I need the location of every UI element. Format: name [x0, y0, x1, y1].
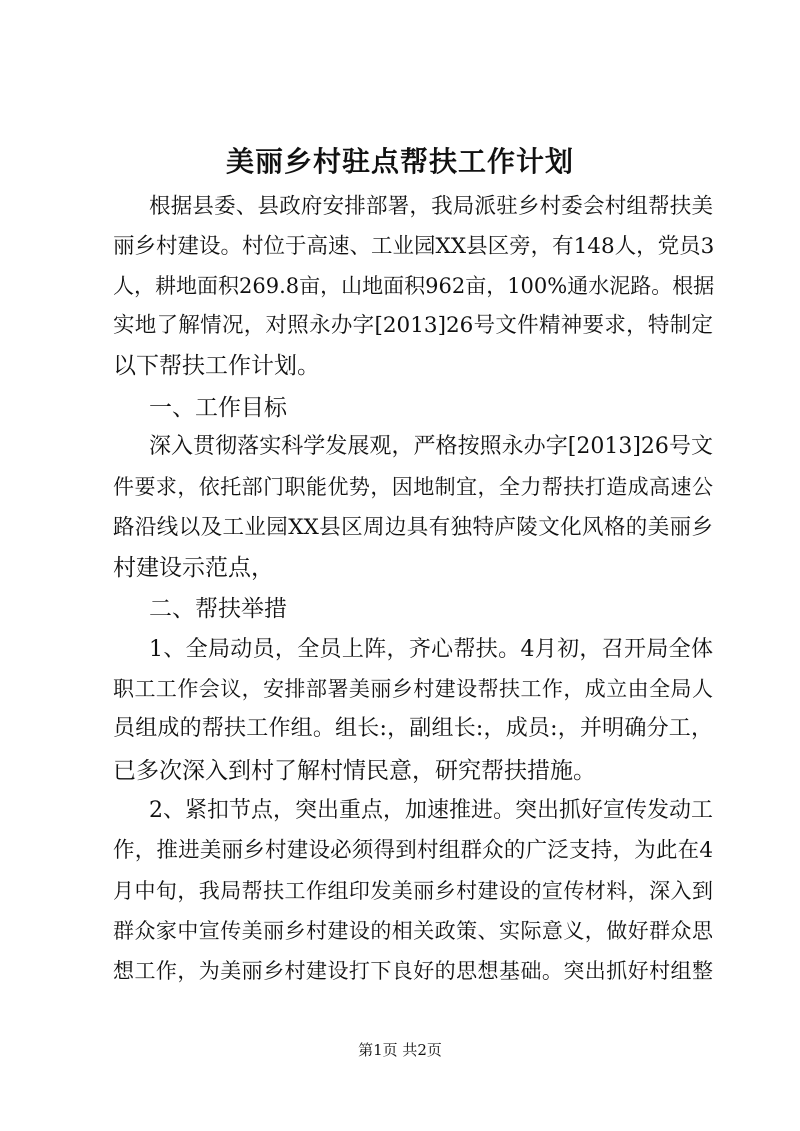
paragraph-line: 员组成的帮扶工作组。组长:，副组长:，成员:，并明确分工， [113, 716, 713, 741]
paragraph-line: 已多次深入到村了解村情民意，研究帮扶措施。 [113, 758, 596, 784]
paragraph-line: 作，推进美丽乡村建设必须得到村组群众的广泛支持，为此在4 [113, 838, 713, 863]
paragraph-line: 1、全局动员，全员上阵，齐心帮扶。4月初，召开局全体 [149, 637, 713, 662]
paragraph-line: 月中旬，我局帮扶工作组印发美丽乡村建设的宣传材料，深入到 [113, 879, 713, 903]
section-heading: 一、工作目标 [149, 395, 287, 421]
paragraph-line: 想工作，为美丽乡村建设打下良好的思想基础。突出抓好村组整 [113, 959, 713, 983]
document-title: 美丽乡村驻点帮扶工作计划 [225, 145, 574, 178]
paragraph-line: 2、紧扣节点，突出重点，加速推进。突出抓好宣传发动工 [149, 798, 713, 823]
paragraph-line: 丽乡村建设。村位于高速、工业园XX县区旁，有148人，党员3 [113, 234, 715, 259]
paragraph-line: 群众家中宣传美丽乡村建设的相关政策、实际意义，做好群众思 [113, 919, 713, 943]
paragraph-line: 村建设示范点， [113, 555, 274, 581]
paragraph-line: 职工工作会议，安排部署美丽乡村建设帮扶工作，成立由全局人 [113, 677, 713, 701]
paragraph-line: 件要求，依托部门职能优势，因地制宜，全力帮扶打造成高速公 [113, 475, 713, 499]
paragraph-line: 深入贯彻落实科学发展观，严格按照永办字[2013]26号文 [149, 434, 713, 459]
paragraph-line: 以下帮扶工作计划。 [113, 353, 320, 379]
paragraph-line: 根据县委、县政府安排部署，我局派驻乡村委会村组帮扶美 [149, 194, 713, 219]
paragraph-line: 路沿线以及工业园XX县区周边具有独特庐陵文化风格的美丽乡 [113, 515, 713, 540]
paragraph-line: 人，耕地面积269.8亩，山地面积962亩，100%通水泥路。根据 [113, 274, 715, 298]
section-heading: 二、帮扶举措 [149, 596, 287, 622]
paragraph-line: 实地了解情况，对照永办字[2013]26号文件精神要求，特制定 [113, 313, 713, 338]
page-number-footer: 第1页 共2页 [358, 1041, 442, 1059]
